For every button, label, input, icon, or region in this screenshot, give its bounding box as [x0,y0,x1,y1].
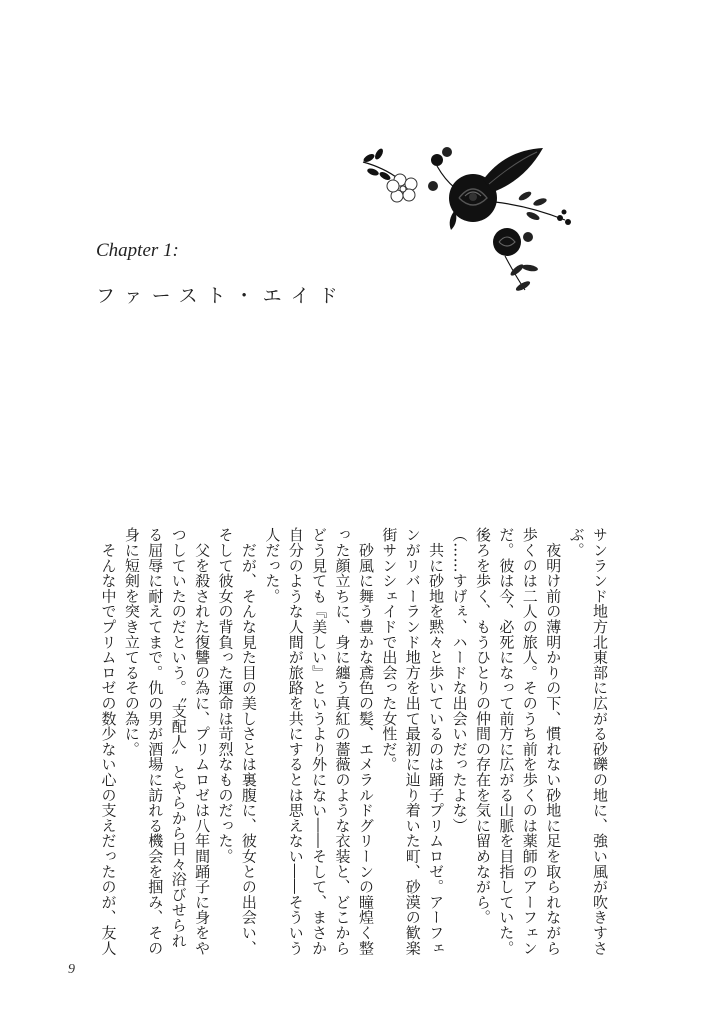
paragraph: 父を殺された復讐の為に、プリムロゼは八年間踊子に身をやつしていたのだという。〝支配人〟とやらから日々浴びせられる屈辱に耐えてまで。仇の男が酒場に訪れる機会を掴み、その身に短剣を突き立てるその為に。 [122,527,212,956]
paragraph: そんな中でプリムロゼの数少ない心の支えだったのが、友人 [99,527,118,956]
page-number: 9 [68,962,75,977]
flower-ornament-icon [355,140,580,300]
chapter-title: Chapter 1: [96,240,179,261]
paragraph: 共に砂地を黙々と歩いているのは踊子プリムロゼ。アーフェンがリバーランド地方を出て最初に辿り着いた町、砂漠の歓楽街サンシェイドで出会った女性だ。 [380,527,446,956]
paragraph: 夜明け前の薄明かりの下、慣れない砂地に足を取られながら歩くのは二人の旅人。そのうち前を歩くのは薬師のアーフェンだ。彼は今、必死になって前方に広がる山脈を目指していた。後ろを歩く、もうひとりの仲間の存在を気に留めながら。 [473,527,563,956]
paragraph: （……すげぇ、ハードな出会いだったよな） [450,527,469,833]
chapter-subtitle: ファースト・エイド [96,285,347,307]
paragraph: 砂風に舞う豊かな鳶色の髪、エメラルドグリーンの瞳煌く整った顔立ちに、身に纏う真紅の薔薇のような衣装と、どこから どう見ても『美しい』というより外にない――そして、まさか自分のような人間が旅路を共にするとは思えない――そういう人だった。 [263,527,375,956]
main-text-vertical [96,527,611,957]
paragraph: だが、そんな見た目の美しさとは裏腹に、彼女との出会い、そして彼女の背負った運命は苛烈なものだった。 [216,527,258,956]
paragraph: サンランド地方北東部に広がる砂礫の地に、強い風が吹きすさぶ。 [567,527,609,956]
